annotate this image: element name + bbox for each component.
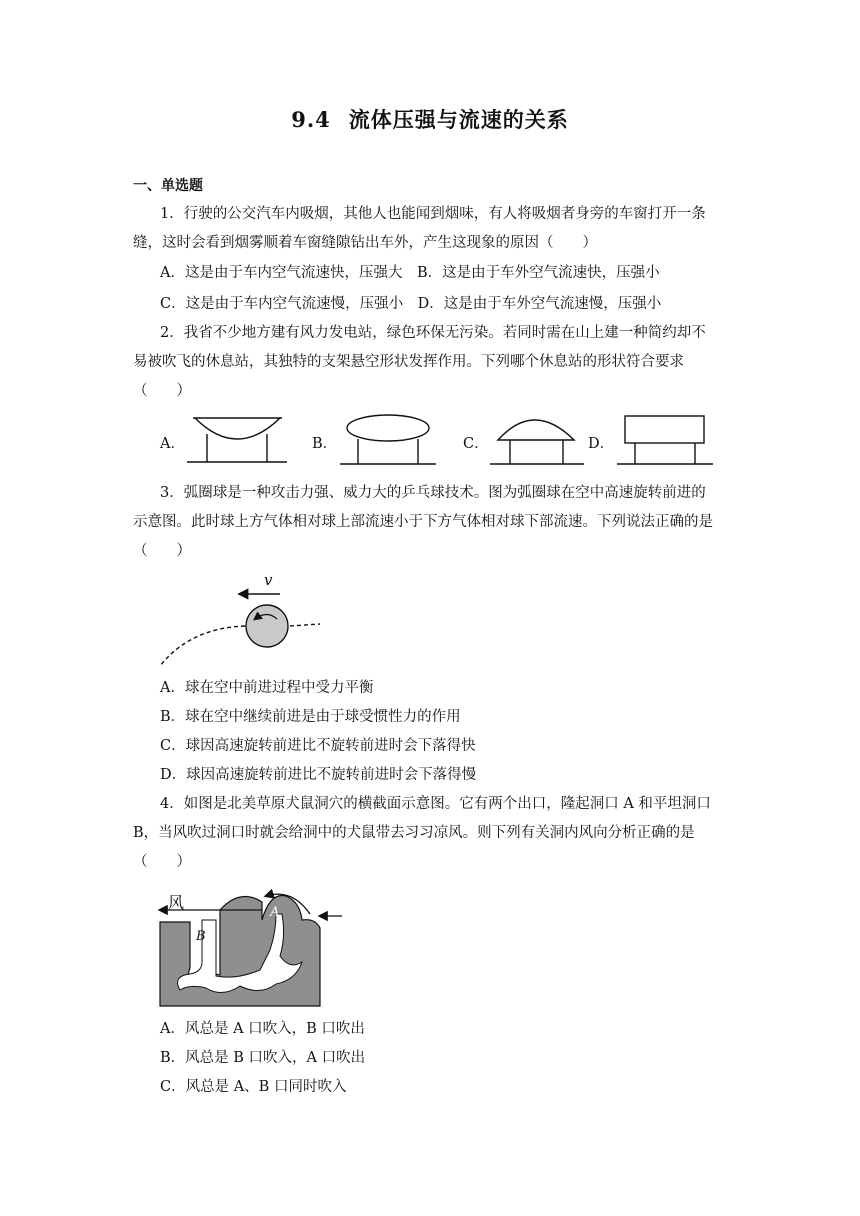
q2-option-d-label: D． xyxy=(588,436,615,452)
q3-stem-line2: 示意图。此时球上方气体相对球上部流速小于下方气体相对球下部流速。下列说法正确的是 xyxy=(133,514,713,530)
title-text: 流体压强与流速的关系 xyxy=(348,107,569,132)
q2-option-b-label: B． xyxy=(312,436,338,452)
wind-label: 风 xyxy=(168,893,185,912)
q4-burrow-figure xyxy=(150,880,355,1010)
q3-option-d: D．球因高速旋转前进比不旋转前进时会下落得慢 xyxy=(160,767,477,783)
page-title xyxy=(0,104,860,134)
q3-spinning-ball-figure xyxy=(150,570,330,670)
q2-option-c-label: C． xyxy=(463,436,489,452)
q1-options-ab: A．这是由于车内空气流速快，压强大 B．这是由于车外空气流速快，压强小 xyxy=(160,265,660,281)
q4-stem-line1: 4．如图是北美草原犬鼠洞穴的横截面示意图。它有两个出口，隆起洞口 A 和平坦洞口 xyxy=(160,796,711,812)
q1-stem-line2: 缝，这时会看到烟雾顺着车窗缝隙钻出车外，产生这现象的原因（ ） xyxy=(133,235,597,251)
q2-option-a-figure xyxy=(185,412,290,467)
section-heading: 一、单选题 xyxy=(133,178,203,194)
q2-option-a-label: A． xyxy=(160,436,185,452)
q3-stem-line3: （ ） xyxy=(133,543,191,559)
hole-a-label: A xyxy=(270,905,280,920)
q3-option-a: A．球在空中前进过程中受力平衡 xyxy=(160,680,374,696)
q1-options-cd: C．这是由于车内空气流速慢，压强小 D．这是由于车外空气流速慢，压强小 xyxy=(160,296,662,312)
q2-stem-line1: 2．我省不少地方建有风力发电站，绿色环保无污染。若同时需在山上建一种简约却不 xyxy=(160,325,706,341)
q3-stem-line1: 3．弧圈球是一种攻击力强、威力大的乒乓球技术。图为弧圈球在空中高速旋转前进的 xyxy=(160,485,706,501)
q2-option-b-figure xyxy=(338,412,438,467)
q4-stem-line3: （ ） xyxy=(133,854,191,870)
hole-b-label: B xyxy=(196,929,206,944)
q2-stem-line2: 易被吹飞的休息站，其独特的支架悬空形状发挥作用。下列哪个休息站的形状符合要求 xyxy=(133,354,684,370)
q4-option-b: B．风总是 B 口吹入，A 口吹出 xyxy=(160,1050,366,1066)
q1-stem-line1: 1．行驶的公交汽车内吸烟，其他人也能闻到烟味，有人将吸烟者身旁的车窗打开一条 xyxy=(160,206,706,222)
q4-option-a: A．风总是 A 口吹入，B 口吹出 xyxy=(160,1021,365,1037)
q2-option-c-figure xyxy=(490,412,585,467)
title-number: 9.4 xyxy=(291,107,331,132)
q4-option-c: C．风总是 A、B 口同时吹入 xyxy=(160,1079,347,1095)
q3-option-c: C．球因高速旋转前进比不旋转前进时会下落得快 xyxy=(160,738,476,754)
q2-option-d-figure xyxy=(615,412,715,467)
q3-option-b: B．球在空中继续前进是由于球受惯性力的作用 xyxy=(160,709,461,725)
velocity-label: v xyxy=(264,571,273,589)
q4-stem-line2: B，当风吹过洞口时就会给洞中的犬鼠带去习习凉风。则下列有关洞内风向分析正确的是 xyxy=(133,825,695,841)
q2-stem-line3: （ ） xyxy=(133,383,191,399)
